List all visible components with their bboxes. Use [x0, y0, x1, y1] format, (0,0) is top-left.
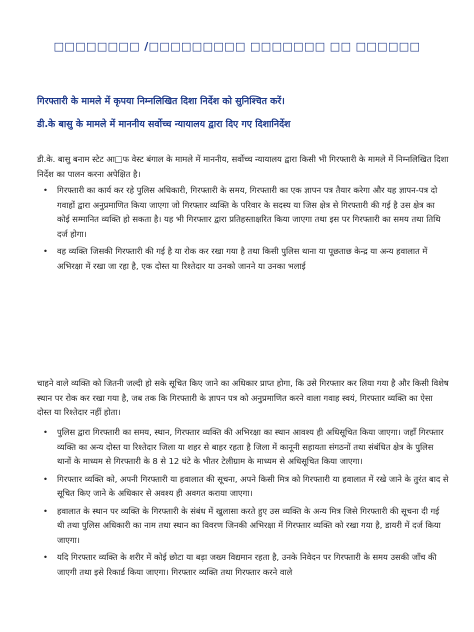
list-item-text: गिरफ्तार व्यक्ति को, अपनी गिरफ्तारी या हवालात की सूचना, अपने किसी मित्र को गिरफ्तारी या हवालात में रखे जाने के तुरंत बाद से सूचित किए जाने के अधिकार से अवश्य ही अवगत कराया जाएगा।: [57, 473, 449, 498]
bullet-icon: •: [43, 246, 48, 256]
list-item: [37, 183, 449, 241]
intro-paragraph: डी.के. बासु बनाम स्टेट आ□फ वेस्ट बंगाल के मामले में माननीय, सर्वोच्च न्यायालय द्वारा किसी भी गिरफ्तारी के मामले में निम्नलिखित दिशा निर्देश का पालन करना अपेक्षित है।: [37, 154, 449, 179]
guideline-list-second: [37, 425, 449, 582]
bullet-icon: •: [43, 505, 48, 516]
list-item-text: वह व्यक्ति जिसकी गिरफ्तारी की गई है या रोक कर रखा गया है तथा किसी पुलिस थाना या पूछताछ केन्द्र या अन्य हवालात में अभिरक्षा में रखा जा रहा है, एक दोस्त या रिश्तेदार या उनको जानने या उनका भलाई: [57, 246, 428, 271]
heading-arrest-guidelines: गिरफ्तारी के मामले में कृपया निम्नलिखित दिशा निर्देश को सुनिश्चित करें।: [37, 96, 285, 107]
continuation-paragraph: चाहने वाले व्यक्ति को जितनी जल्दी हो सके सूचित किए जाने का अधिकार प्राप्त होगा, कि उसे गिरफ्तार कर लिया गया है और किसी विशेष स्थान पर रोक कर रखा गया है, जब तक कि गिरफ्तारी के ज्ञापन पत्र को अनुप्रमाणित करने वाला गवाह स्वयं, गिरफ्तार व्यक्ति का ऐसा दोस्त या रिश्तेदार नहीं होता।: [37, 378, 449, 417]
page-title: □□□□□□□□ /□□□□□□□□□ □□□□□□□ □□ □□□□□□: [53, 40, 421, 53]
bullet-icon: •: [43, 185, 48, 195]
bullet-icon: •: [43, 552, 48, 562]
list-item-text: गिरफ्तारी का कार्य कर रहे पुलिस अधिकारी, गिरफ्तारी के समय, गिरफ्तारी का एक ज्ञापन पत्र तैयार करेगा और यह ज्ञापन-पत्र दो गवाहों द्वारा अनुप्रमाणित किया जाएगा जो गिरफ्तार व्यक्ति के परिवार के सदस्य या जिस क्षेत्र से गिरफ्तारी की गई है उस क्षेत्र का कोई सम्मानित व्यक्ति हो सकता है। यह भी गिरफ्तार द्वारा प्रतिहस्ताक्षरित किया जाएगा तथा इस पर गिरफ्तारी का समय तथा तिथि दर्ज होगा।: [57, 185, 441, 239]
list-item-text: यदि गिरफ्तार व्यक्ति के शरीर में कोई छोटा या बड़ा जख्म विद्यमान रहता है, उनके निवेदन पर गिरफ्तारी के समय उसकी जाँच की जाएगी तथा इसे रिकार्ड किया जाएगा। गिरफ्तार व्यक्ति तथा गिरफ्तार करने वाले: [57, 552, 437, 577]
list-item: [37, 504, 449, 548]
list-item-text: हवालात के स्थान पर व्यक्ति के गिरफ्तारी के संबंध में खुलासा करते हुए उस व्यक्ति के अन्य मित्र जिसे गिरफ्तारी की सूचना दी गई थी तथा पुलिस अधिकारी का नाम तथा स्थान का विवरण जिनकी अभिरक्षा में गिरफ्तार व्यक्ति को रखा गया है, डायरी में दर्ज किया जाएगा।: [57, 505, 441, 545]
list-item: [37, 550, 449, 579]
heading-dk-basu-guidelines: डी.के बासु के मामले में माननीय सर्वोच्च न्यायालय द्वारा दिए गए दिशानिर्देश: [37, 119, 291, 130]
guideline-list-first: [37, 183, 449, 276]
list-item-text: पुलिस द्वारा गिरफ्तारी का समय, स्थान, गिरफ्तार व्यक्ति की अभिरक्षा का स्थान आवश्य ही अधिसूचित किया जाएगा। जहाँ गिरफ्तार व्यक्ति का अन्य दोस्त या रिश्तेदार जिला या शहर से बाहर रहता है जिला में कानूनी सहायता संगठनों तथा संबंधित क्षेत्र के पुलिस थानों के माध्यम से गिरफ्तारी के 8 से 12 घंटे के भीतर टेलीग्राम के माध्यम से अधिसूचित किया जाएगा।: [57, 427, 444, 466]
list-item: [37, 244, 449, 273]
bullet-icon: •: [43, 473, 48, 484]
list-item: [37, 472, 449, 501]
list-item: [37, 425, 449, 469]
bullet-icon: •: [43, 427, 48, 437]
